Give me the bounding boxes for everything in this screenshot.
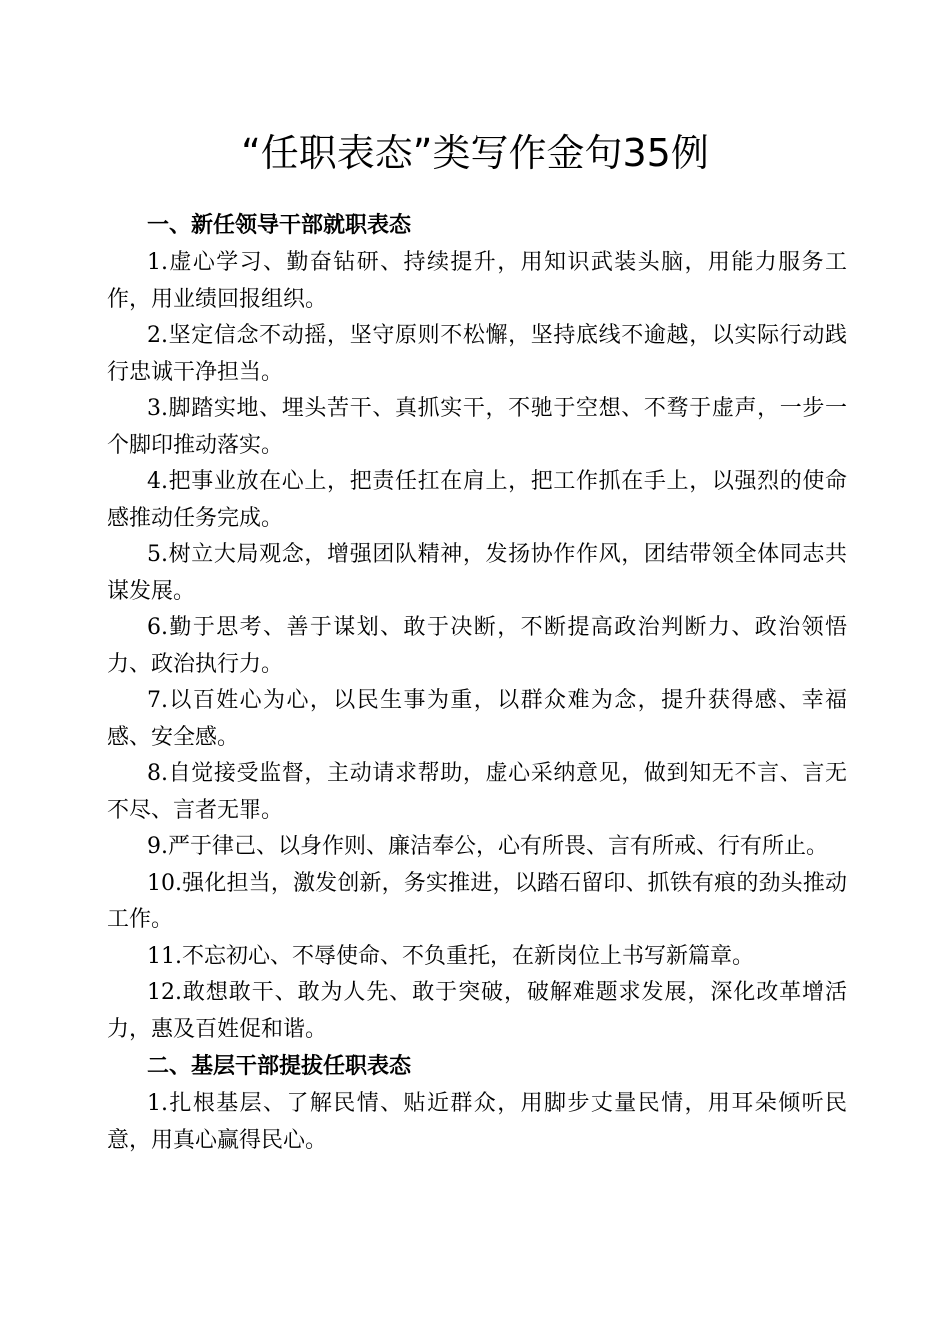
- paragraph-1-6: 6.勤于思考、善于谋划、敢于决断，不断提高政治判断力、政治领悟力、政治执行力。: [107, 615, 847, 677]
- paragraph-1-8: 8.自觉接受监督，主动请求帮助，虚心采纳意见，做到知无不言、言无不尽、言者无罪。: [107, 761, 847, 823]
- paragraph-1-2: 2.坚定信念不动摇，坚守原则不松懈，坚持底线不逾越，以实际行动践行忠诚干净担当。: [107, 323, 847, 385]
- paragraph-1-1: 1.虚心学习、勤奋钻研、持续提升，用知识武装头脑，用能力服务工作，用业绩回报组织。: [107, 250, 847, 312]
- paragraph-1-5: 5.树立大局观念，增强团队精神，发扬协作作风，团结带领全体同志共谋发展。: [107, 542, 847, 604]
- paragraph-1-10: 10.强化担当，激发创新，务实推进，以踏石留印、抓铁有痕的劲头推动工作。: [107, 870, 847, 932]
- paragraph-1-12: 12.敢想敢干、敢为人先、敢于突破，破解难题求发展，深化改革增活力，惠及百姓促和谐。: [107, 980, 847, 1042]
- paragraph-1-3: 3.脚踏实地、埋头苦干、真抓实干，不驰于空想、不骛于虚声，一步一个脚印推动落实。: [107, 396, 847, 458]
- paragraph-1-4: 4.把事业放在心上，把责任扛在肩上，把工作抓在手上，以强烈的使命感推动任务完成。: [107, 469, 847, 531]
- paragraph-1-7: 7.以百姓心为心，以民生事为重，以群众难为念，提升获得感、幸福感、安全感。: [107, 688, 847, 750]
- section-heading-1: 一、新任领导干部就职表态: [147, 213, 412, 238]
- section-heading-2: 二、基层干部提拔任职表态: [147, 1054, 412, 1079]
- paragraph-1-11: 11.不忘初心、不辱使命、不负重托，在新岗位上书写新篇章。: [147, 943, 754, 969]
- document-body: [107, 207, 847, 1159]
- document-title: “任职表态”类写作金句35例: [241, 131, 709, 175]
- paragraph-1-9: 9.严于律己、以身作则、廉洁奉公，心有所畏、言有所戒、行有所止。: [147, 834, 828, 859]
- paragraph-2-1: 1.扎根基层、了解民情、贴近群众，用脚步丈量民情，用耳朵倾听民意，用真心赢得民心。: [107, 1091, 847, 1153]
